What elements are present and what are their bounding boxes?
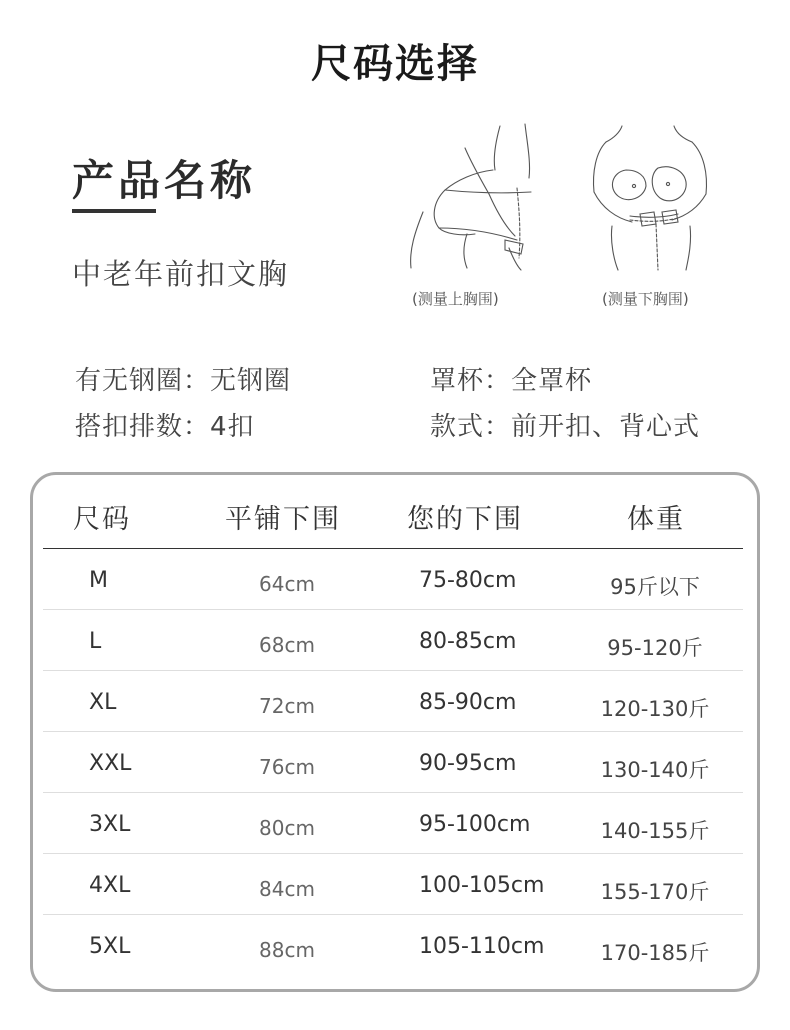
spec-style: 款式：前开扣、背心式 [430, 412, 701, 442]
measure-under-bust-icon [582, 122, 722, 272]
header-your-underbust: 您的下围 [407, 504, 523, 535]
spec-cup: 罩杯：全罩杯 [430, 366, 593, 396]
title-underline [72, 209, 156, 213]
caption-under-bust: (测量下胸围) [602, 290, 689, 308]
size-table [30, 472, 760, 992]
table-row [43, 855, 743, 915]
header-flat-underbust: 平铺下围 [225, 504, 341, 535]
cell-flat: 76cm [259, 755, 315, 779]
cell-under: 85-90cm [419, 690, 517, 715]
cell-size: 5XL [89, 934, 131, 959]
cell-flat: 84cm [259, 877, 315, 901]
header-divider [43, 548, 743, 549]
cell-weight: 155-170斤 [600, 880, 710, 904]
cell-size: XL [89, 690, 117, 715]
table-row [43, 611, 743, 671]
cell-under: 75-80cm [419, 568, 517, 593]
cell-flat: 68cm [259, 633, 315, 657]
product-label: 产品名称 [72, 156, 257, 205]
cell-weight: 140-155斤 [600, 819, 710, 843]
spec-hooks: 搭扣排数：4扣 [75, 412, 255, 442]
product-name: 中老年前扣文胸 [72, 257, 290, 291]
cell-flat: 72cm [259, 694, 315, 718]
cell-under: 90-95cm [419, 751, 517, 776]
cell-under: 95-100cm [419, 812, 531, 837]
cell-under: 100-105cm [419, 873, 545, 898]
table-row [43, 916, 743, 976]
cell-weight: 120-130斤 [600, 697, 710, 721]
table-row [43, 794, 743, 854]
cell-flat: 64cm [259, 572, 315, 596]
table-header [33, 475, 757, 549]
header-size: 尺码 [73, 504, 131, 535]
cell-size: XXL [89, 751, 132, 776]
cell-flat: 80cm [259, 816, 315, 840]
cell-weight: 130-140斤 [600, 758, 710, 782]
cell-size: L [89, 629, 102, 654]
page-title: 尺码选择 [311, 41, 479, 87]
spec-wire: 有无钢圈：无钢圈 [75, 366, 292, 396]
cell-weight: 95斤以下 [610, 575, 700, 599]
table-row [43, 672, 743, 732]
table-row [43, 733, 743, 793]
cell-weight: 95-120斤 [607, 636, 703, 660]
cell-size: 3XL [89, 812, 131, 837]
cell-flat: 88cm [259, 938, 315, 962]
measure-upper-bust-icon [405, 122, 535, 272]
cell-weight: 170-185斤 [600, 941, 710, 965]
cell-size: 4XL [89, 873, 131, 898]
header-weight: 体重 [627, 504, 685, 535]
cell-size: M [89, 568, 108, 593]
caption-upper-bust: (测量上胸围) [412, 290, 499, 308]
cell-under: 105-110cm [419, 934, 545, 959]
table-row [43, 550, 743, 610]
cell-under: 80-85cm [419, 629, 517, 654]
